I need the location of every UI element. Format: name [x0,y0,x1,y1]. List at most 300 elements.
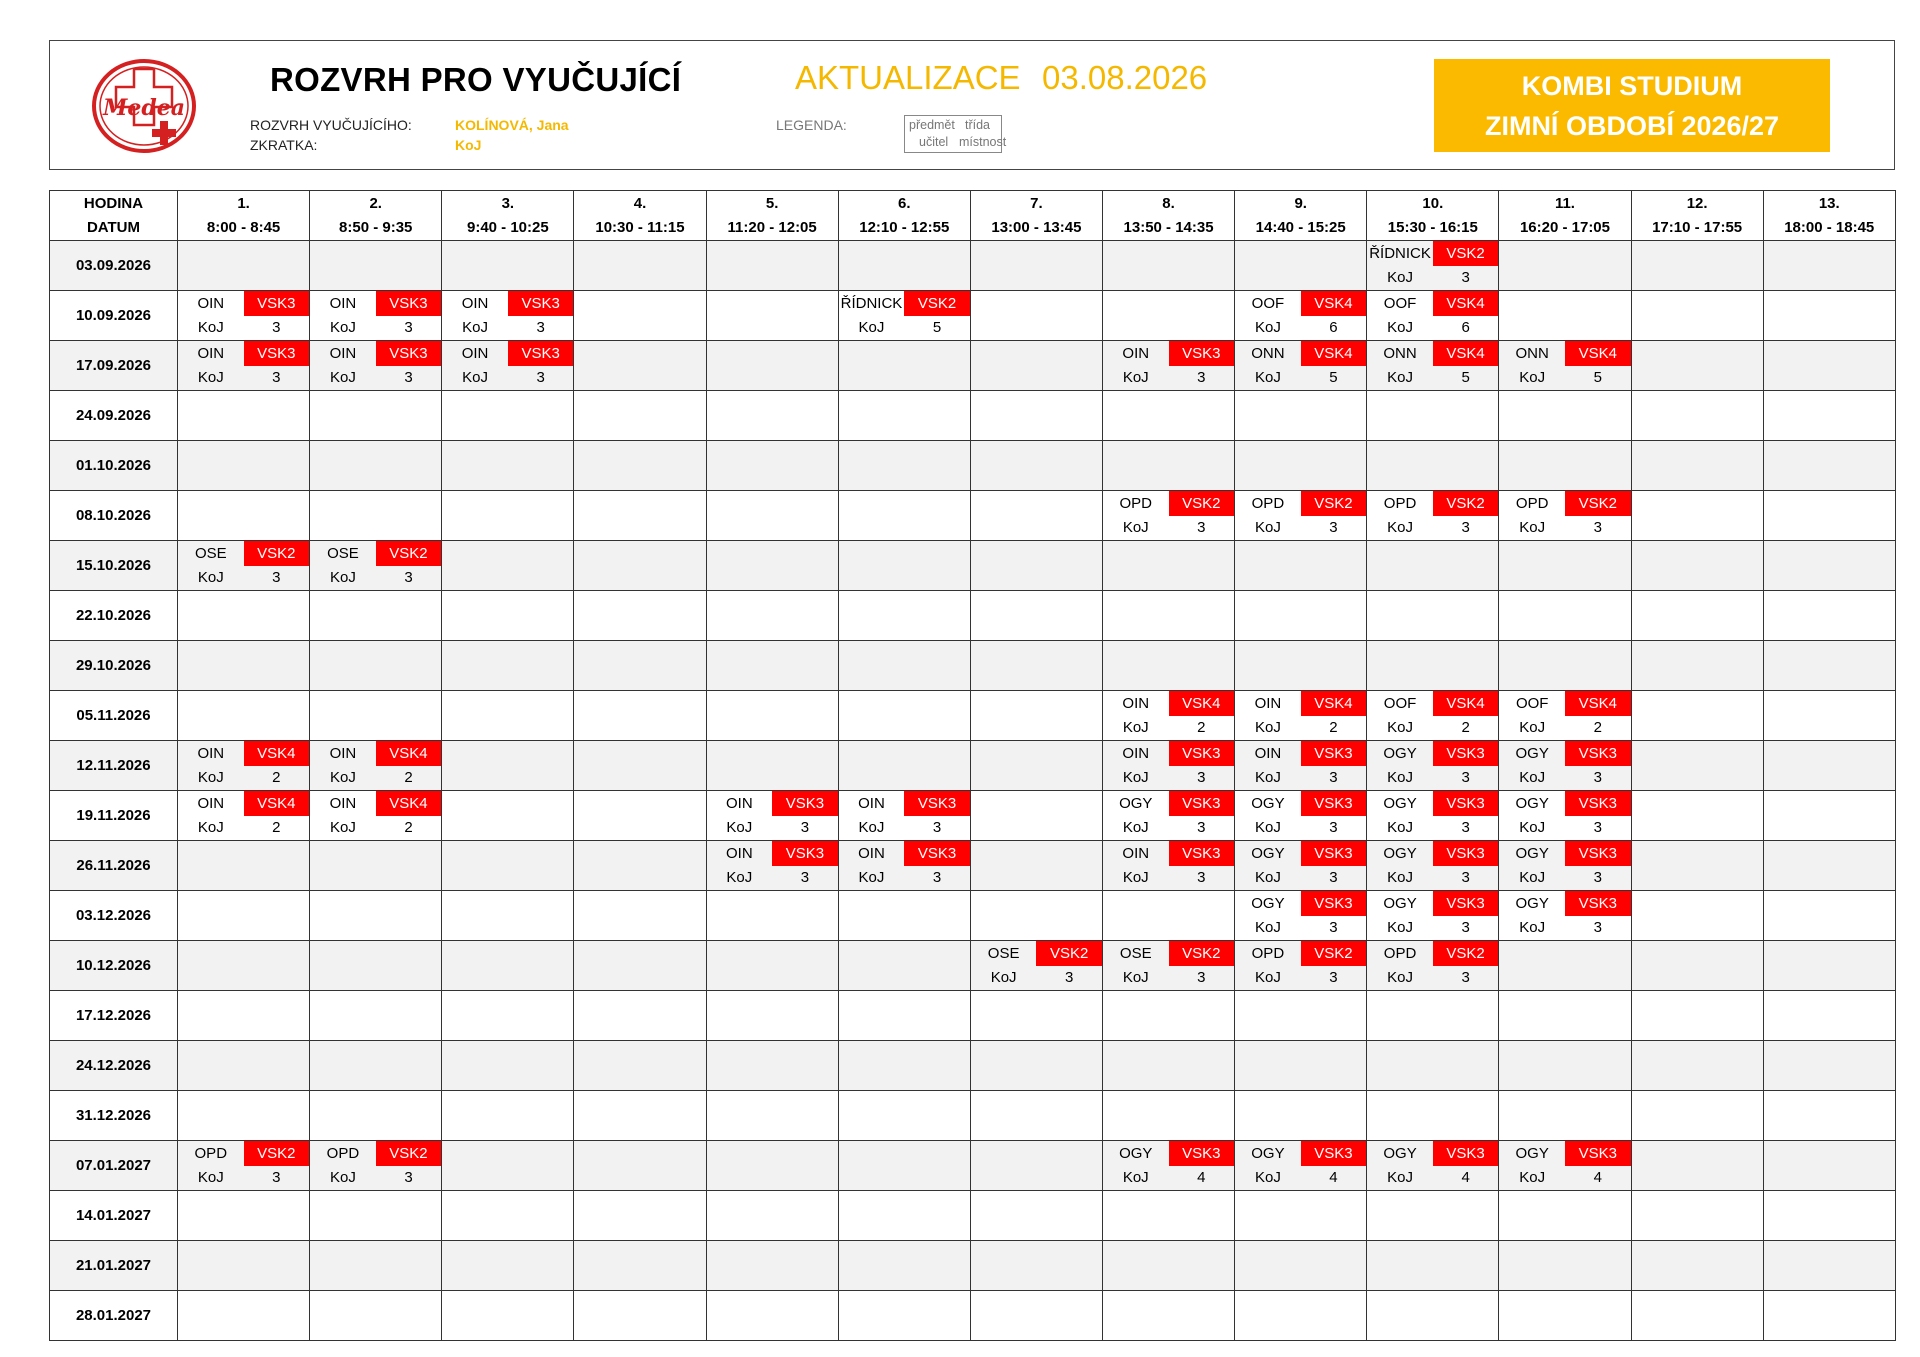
schedule-cell [1763,941,1895,991]
schedule-cell [1631,341,1763,391]
schedule-cell [1499,741,1631,791]
period-time: 16:20 - 17:05 [1519,218,1610,236]
schedule-cell [1235,591,1367,641]
schedule-cell [1235,891,1367,941]
schedule-cell [1763,491,1895,541]
lesson-class: VSK3 [1301,741,1367,766]
date-cell: 15.10.2026 [50,541,178,591]
schedule-cell [838,1291,970,1341]
period-header [574,191,706,241]
lesson-room: 3 [932,819,942,836]
lesson-subject: OIN [461,345,489,362]
schedule-cell [310,341,442,391]
schedule-cell [310,1041,442,1091]
schedule-cell [1367,1041,1499,1091]
lesson-entry [1499,891,1630,940]
lesson-class: VSK3 [1565,791,1631,816]
schedule-cell [1499,1291,1631,1341]
schedule-cell [1102,1041,1234,1091]
lesson-subject: OOF [1515,695,1549,712]
lesson-subject: ONN [1251,345,1285,362]
schedule-cell [442,741,574,791]
schedule-cell [1763,791,1895,841]
lesson-class: VSK3 [1301,791,1367,816]
table-row [50,1141,1896,1191]
schedule-cell [706,241,838,291]
lesson-entry [707,791,838,840]
schedule-cell [574,591,706,641]
schedule-cell [838,1141,970,1191]
schedule-cell [970,541,1102,591]
lesson-room: 3 [272,1169,281,1186]
schedule-cell [706,841,838,891]
schedule-cell [1499,241,1631,291]
lesson-entry [178,291,309,340]
lesson-teacher: KoJ [1254,369,1281,386]
schedule-cell [1102,791,1234,841]
lesson-teacher: KoJ [1254,869,1281,886]
date-cell: 22.10.2026 [50,591,178,641]
schedule-cell [442,891,574,941]
schedule-cell [706,1291,838,1341]
schedule-cell [310,1141,442,1191]
lesson-subject: OPD [1251,945,1285,962]
schedule-cell [442,791,574,841]
period-number: 8. [1162,194,1175,212]
lesson-entry [1235,341,1366,390]
update-date: 03.08.2026 [1042,59,1208,96]
lesson-entry [442,341,573,390]
schedule-cell [1763,391,1895,441]
table-row [50,1041,1896,1091]
schedule-cell [1631,891,1763,941]
schedule-cell [1499,291,1631,341]
period-time: 10:30 - 11:15 [595,218,685,236]
schedule-cell [970,1191,1102,1241]
lesson-class: VSK2 [1301,941,1367,966]
lesson-teacher: KoJ [329,819,356,836]
period-time: 11:20 - 12:05 [727,218,817,236]
schedule-cell [178,791,310,841]
schedule-cell [1102,1241,1234,1291]
schedule-cell [1763,1191,1895,1241]
schedule-cell [574,541,706,591]
schedule-cell [178,441,310,491]
lesson-subject: OGY [1383,1145,1417,1162]
lesson-room: 2 [272,769,281,786]
schedule-cell [310,541,442,591]
period-number: 7. [1030,194,1043,212]
lesson-room: 2 [1461,719,1470,736]
lesson-subject: OGY [1119,1145,1153,1162]
lesson-subject: OIN [197,345,225,362]
study-banner [1434,59,1830,152]
lesson-room: 6 [1461,319,1470,336]
schedule-cell [1102,991,1234,1041]
schedule-cell [442,1291,574,1341]
schedule-cell [1102,741,1234,791]
period-header [442,191,574,241]
schedule-cell [1499,941,1631,991]
schedule-cell [1763,991,1895,1041]
table-row [50,391,1896,441]
schedule-cell [442,941,574,991]
schedule-cell [1235,441,1367,491]
lesson-class: VSK3 [376,341,442,366]
lesson-subject: OIN [197,795,225,812]
lesson-teacher: KoJ [1122,769,1149,786]
lesson-class: VSK4 [1169,691,1235,716]
schedule-cell [1235,391,1367,441]
schedule-cell [442,591,574,641]
lesson-entry [839,841,970,890]
table-row [50,941,1896,991]
schedule-cell [838,891,970,941]
lesson-subject: OIN [1254,745,1282,762]
lesson-subject: OGY [1383,895,1417,912]
table-row [50,991,1896,1041]
lesson-subject: OIN [461,295,489,312]
lesson-room: 3 [1593,919,1602,936]
lesson-subject: OSE [194,545,227,562]
schedule-cell [706,891,838,941]
lesson-subject: OIN [197,295,225,312]
lesson-teacher: KoJ [197,369,224,386]
schedule-cell [706,1191,838,1241]
lesson-subject: OGY [1383,795,1417,812]
lesson-teacher: KoJ [858,869,885,886]
lesson-subject: OIN [329,745,357,762]
lesson-subject: OSE [987,945,1020,962]
schedule-cell [1763,1141,1895,1191]
lesson-class: VSK2 [244,1141,310,1166]
lesson-subject: OIN [858,795,885,812]
schedule-cell [1763,891,1895,941]
schedule-cell [574,1091,706,1141]
lesson-entry [1367,1141,1498,1190]
corner-bottom: DATUM [86,218,141,236]
schedule-cell [970,1141,1102,1191]
schedule-cell [1367,441,1499,491]
lesson-subject: OGY [1515,895,1549,912]
schedule-cell [574,291,706,341]
schedule-cell [1763,1041,1895,1091]
schedule-cell [574,341,706,391]
schedule-cell [1367,291,1499,341]
lesson-room: 3 [1197,769,1206,786]
lesson-class: VSK3 [1301,891,1367,916]
schedule-cell [1367,491,1499,541]
schedule-cell [1499,1141,1631,1191]
schedule-cell [1235,1041,1367,1091]
schedule-cell [1763,591,1895,641]
schedule-header [49,40,1895,170]
lesson-entry [1367,741,1498,790]
schedule-cell [310,441,442,491]
schedule-cell [970,991,1102,1041]
lesson-room: 3 [800,869,810,886]
schedule-cell [706,441,838,491]
lesson-class: VSK3 [1433,1141,1499,1166]
schedule-cell [1235,841,1367,891]
schedule-cell [1631,1091,1763,1141]
schedule-cell [970,241,1102,291]
schedule-cell [442,291,574,341]
schedule-cell [970,841,1102,891]
date-cell: 14.01.2027 [50,1191,178,1241]
lesson-entry [1499,741,1630,790]
table-row [50,1291,1896,1341]
schedule-cell [310,991,442,1041]
svg-text:Medea: Medea [103,95,185,121]
period-time: 12:10 - 12:55 [859,218,950,236]
lesson-room: 5 [1461,369,1470,386]
lesson-class: VSK4 [376,741,442,766]
date-cell: 08.10.2026 [50,491,178,541]
schedule-cell [838,491,970,541]
lesson-entry [1103,841,1234,890]
schedule-cell [1763,541,1895,591]
schedule-cell [310,291,442,341]
schedule-cell [442,541,574,591]
lesson-entry [178,341,309,390]
legend-label: LEGENDA: [776,117,847,133]
table-row [50,841,1896,891]
lesson-subject: ONN [1383,345,1417,362]
schedule-cell [970,1291,1102,1341]
lesson-teacher: KoJ [1519,919,1546,936]
schedule-cell [1631,791,1763,841]
lesson-entry [1367,891,1498,940]
lesson-entry [1235,291,1366,340]
schedule-cell [178,741,310,791]
lesson-room: 2 [1593,719,1602,736]
lesson-class: VSK3 [1301,1141,1367,1166]
lesson-entry [1235,841,1366,890]
lesson-room: 4 [1461,1169,1470,1186]
schedule-cell [178,541,310,591]
schedule-cell [310,741,442,791]
lesson-subject: OIN [329,295,357,312]
lesson-entry [1103,791,1234,840]
period-time: 18:00 - 18:45 [1784,218,1875,236]
lesson-teacher: KoJ [329,369,356,386]
schedule-cell [178,841,310,891]
schedule-cell [310,391,442,441]
schedule-cell [706,991,838,1041]
lesson-subject: OSE [1119,945,1152,962]
lesson-entry [1367,841,1498,890]
schedule-cell [442,841,574,891]
lesson-class: VSK3 [904,841,970,866]
lesson-room: 5 [932,319,942,336]
lesson-teacher: KoJ [1519,819,1546,836]
period-time: 15:30 - 16:15 [1387,218,1478,236]
lesson-teacher: KoJ [1387,269,1413,286]
schedule-cell [1763,341,1895,391]
lesson-entry [178,1141,309,1190]
lesson-subject: OGY [1515,745,1549,762]
period-number: 2. [369,194,382,212]
lesson-room: 4 [1593,1169,1602,1186]
table-row [50,791,1896,841]
lesson-class: VSK2 [1169,941,1235,966]
lesson-room: 3 [404,369,413,386]
schedule-cell [1102,1091,1234,1141]
lesson-entry [1499,341,1630,390]
schedule-cell [1235,1141,1367,1191]
lesson-room: 3 [1065,969,1074,986]
lesson-entry [178,741,309,790]
lesson-class: VSK4 [244,791,310,816]
schedule-cell [706,391,838,441]
page-title: ROZVRH PRO VYUČUJÍCÍ [270,61,682,98]
schedule-cell [1102,291,1234,341]
schedule-cell [1499,541,1631,591]
lesson-subject: OIN [858,845,885,862]
date-cell: 03.12.2026 [50,891,178,941]
lesson-room: 3 [536,319,545,336]
schedule-cell [838,1041,970,1091]
schedule-cell [1631,1041,1763,1091]
lesson-teacher: KoJ [1122,969,1149,986]
lesson-teacher: KoJ [329,769,356,786]
schedule-cell [838,741,970,791]
schedule-cell [1763,1241,1895,1291]
schedule-cell [706,791,838,841]
lesson-subject: OIN [726,795,753,812]
schedule-cell [838,991,970,1041]
lesson-room: 3 [404,1169,413,1186]
lesson-teacher: KoJ [1387,869,1413,886]
lesson-room: 3 [1461,769,1470,786]
lesson-entry [178,541,309,590]
lesson-entry [1103,941,1234,990]
lesson-room: 2 [404,769,413,786]
lesson-teacher: KoJ [1122,869,1149,886]
schedule-cell [1102,591,1234,641]
schedule-cell [1102,691,1234,741]
lesson-teacher: KoJ [1254,819,1281,836]
lesson-class: VSK2 [1169,491,1235,516]
lesson-room: 3 [1329,819,1338,836]
date-cell: 10.12.2026 [50,941,178,991]
lesson-entry [1367,291,1498,340]
table-row [50,1191,1896,1241]
schedule-cell [970,741,1102,791]
lesson-class: VSK4 [1301,691,1367,716]
schedule-cell [442,1091,574,1141]
date-cell: 12.11.2026 [50,741,178,791]
lesson-room: 2 [404,819,413,836]
lesson-room: 5 [1329,369,1338,386]
lesson-subject: OIN [329,345,357,362]
lesson-class: VSK2 [244,541,310,566]
schedule-cell [706,491,838,541]
lesson-room: 3 [1461,269,1470,286]
teacher-label: ROZVRH VYUČUJÍCÍHO: [250,117,412,133]
lesson-class: VSK3 [1565,741,1631,766]
schedule-cell [1631,841,1763,891]
schedule-cell [1763,641,1895,691]
lesson-subject: OSE [327,545,359,562]
schedule-cell [1631,391,1763,441]
lesson-class: VSK3 [244,291,310,316]
schedule-cell [1102,341,1234,391]
schedule-cell [1499,341,1631,391]
lesson-class: VSK3 [376,291,442,316]
lesson-teacher: KoJ [1387,519,1413,536]
timetable [49,190,1896,1341]
schedule-cell [1367,691,1499,741]
table-row [50,441,1896,491]
period-number: 3. [501,194,515,212]
schedule-cell [178,241,310,291]
schedule-cell [1235,1091,1367,1141]
lesson-class: VSK3 [1433,841,1499,866]
period-header [310,191,442,241]
schedule-cell [1102,541,1234,591]
schedule-cell [970,941,1102,991]
schedule-cell [1102,941,1234,991]
schedule-cell [1367,591,1499,641]
lesson-room: 3 [1461,919,1470,936]
schedule-cell [574,391,706,441]
table-row [50,341,1896,391]
schedule-cell [838,441,970,491]
period-number: 11. [1554,194,1575,212]
schedule-cell [1367,341,1499,391]
legend-box [904,115,1007,153]
schedule-cell [178,1191,310,1241]
lesson-teacher: KoJ [1122,819,1149,836]
schedule-cell [1367,741,1499,791]
lesson-room: 3 [1461,869,1470,886]
schedule-cell [178,1141,310,1191]
lesson-class: VSK3 [1565,1141,1631,1166]
lesson-subject: OIN [197,745,225,762]
lesson-teacher: KoJ [990,969,1017,986]
schedule-cell [838,1191,970,1241]
schedule-cell [1235,1191,1367,1241]
lesson-teacher: KoJ [858,819,885,836]
schedule-cell [706,1041,838,1091]
schedule-cell [1763,441,1895,491]
lesson-entry [839,291,970,340]
period-number: 9. [1294,194,1307,212]
lesson-subject: OPD [194,1145,228,1162]
schedule-cell [1499,391,1631,441]
schedule-cell [1631,641,1763,691]
schedule-cell [1763,1291,1895,1341]
schedule-cell [970,491,1102,541]
schedule-cell [838,391,970,441]
period-time: 14:40 - 15:25 [1255,218,1346,236]
lesson-class: VSK3 [1433,791,1499,816]
schedule-cell [574,741,706,791]
schedule-cell [178,491,310,541]
lesson-room: 3 [1329,519,1338,536]
schedule-cell [310,791,442,841]
schedule-cell [1631,591,1763,641]
lesson-class: VSK3 [1433,891,1499,916]
lesson-class: VSK3 [1169,741,1235,766]
date-cell: 28.01.2027 [50,1291,178,1341]
schedule-cell [1102,891,1234,941]
schedule-cell [442,691,574,741]
schedule-cell [178,341,310,391]
schedule-cell [1631,541,1763,591]
